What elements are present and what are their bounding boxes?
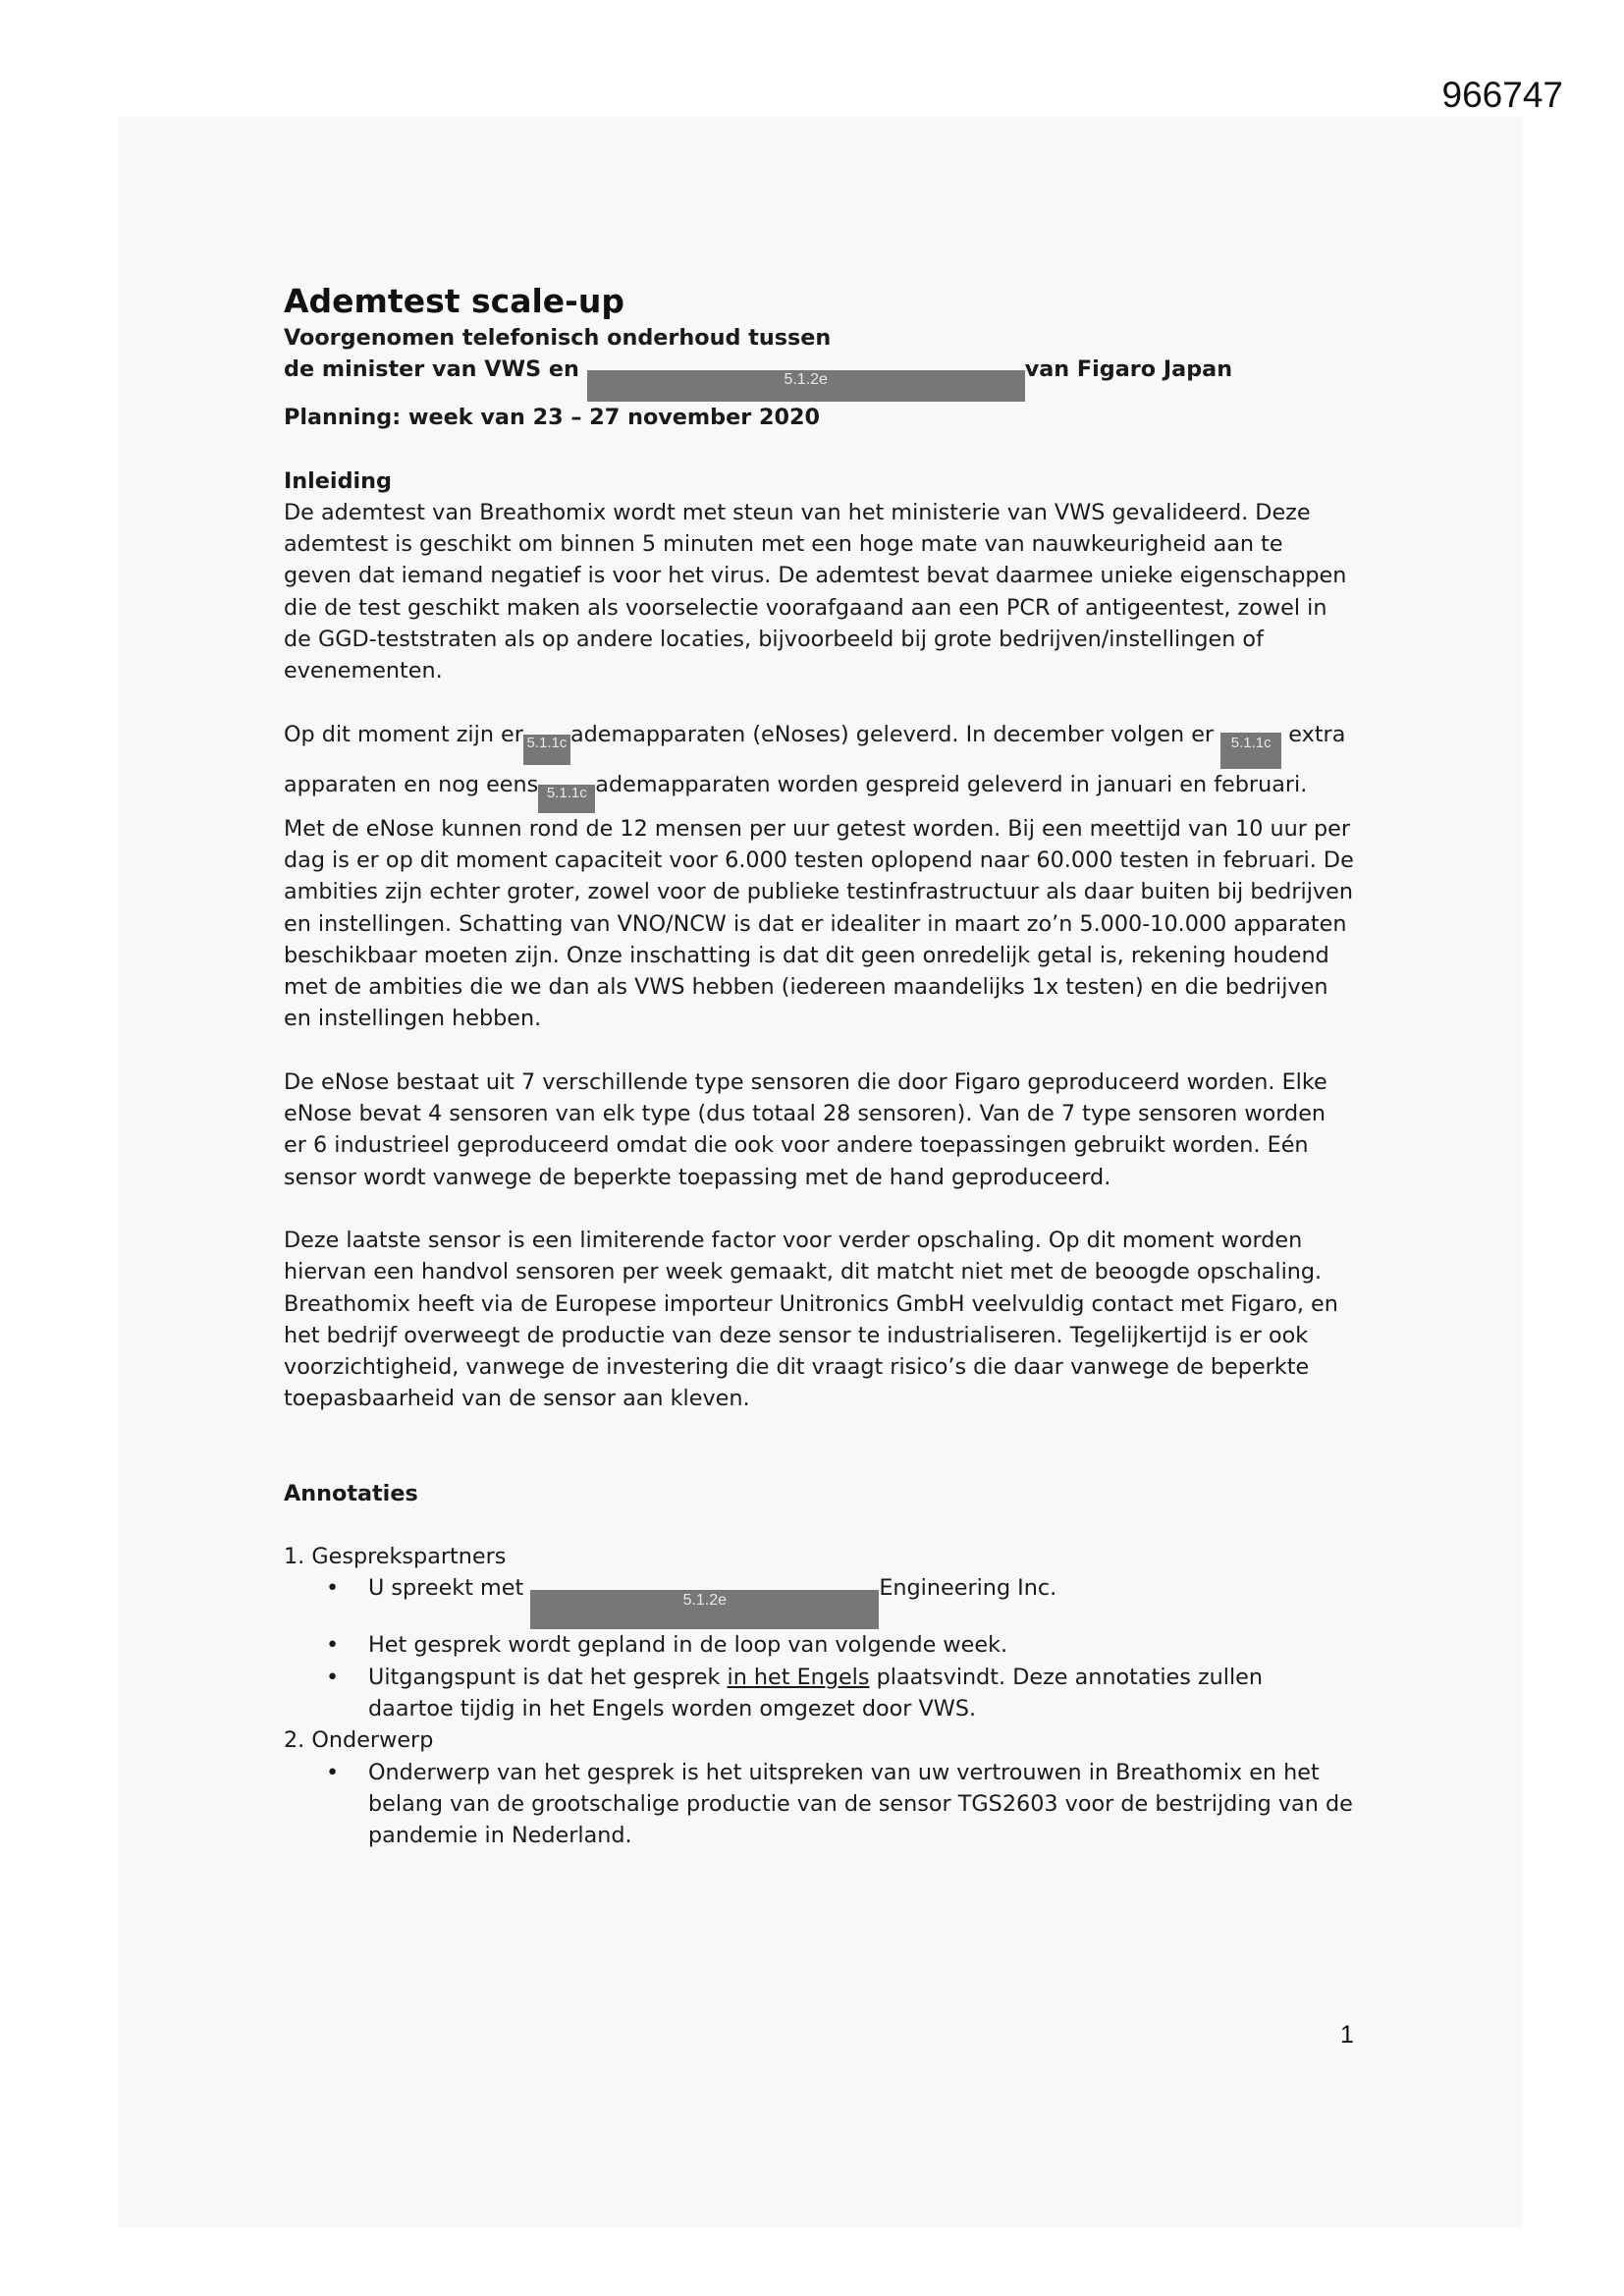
list-item-text-b: plaatsvindt. Deze annotaties zullen daartoe tijdig in het Engels worden omgezet door VWS. — [368, 1664, 1264, 1722]
underlined-text: in het Engels — [727, 1664, 870, 1690]
sensor-paragraph: De eNose bestaat uit 7 verschillende type sensoren die door Figaro geproduceerd worden. Elke eNose bevat 4 sensoren van elk type (dus totaal 28 sensoren). Van de 7 type sensoren worden er 6 industrieel geproduceerd omdat die ook voor andere toepassingen gebruikt worden. Eén sensor wordt vanwege de beperkte toepassing met de hand geproduceerd. — [284, 1068, 1327, 1190]
section-gesprekspartners — [284, 1541, 1354, 1724]
redaction-box: 5.1.1c — [538, 785, 595, 813]
list-item-text: Onderwerp van het gesprek is het uitspreken van uw vertrouwen in Breathomix en het belang van de grootschalige productie van de sensor TGS2603 voor de bestrijding van de pandemie in Nederland. — [368, 1759, 1353, 1849]
list-item — [326, 1629, 1354, 1661]
intro-paragraph: De ademtest van Breathomix wordt met steun van het ministerie van VWS gevalideerd. Deze ademtest is geschikt om binnen 5 minuten met een hoge mate van nauwkeurigheid aan te geven dat iemand negatief is voor het virus. De ademtest bevat daarmee unieke eigenschappen die de test geschikt maken als voorselectie voorafgaand aan een PCR of antigeentest, zowel in de GGD-teststraten als op andere locaties, bijvoorbeeld bij grote bedrijven/instellingen of evenementen. — [284, 499, 1347, 684]
planning-line: Planning: week van 23 – 27 november 2020 — [284, 405, 821, 431]
document-title: Ademtest scale-up — [284, 282, 624, 320]
subtitle-text-a: de minister van VWS en — [284, 356, 579, 383]
bullet-icon: • — [326, 1575, 340, 1602]
redaction-box: 5.1.1c — [1220, 733, 1281, 769]
p2-text-d: ademapparaten worden gespreid geleverd in januari en februari. Met de eNose kunnen rond de 12 mensen per uur getest worden. Bij een meettijd van 10 uur per dag is er op dit moment capaciteit voor 6.000 testen oplopend naar 60.000 testen in februari. De ambities zijn echter groter, zowel voor de publieke testinfrastructuur als daar buiten bij bedrijven en instellingen. Schatting van VNO/NCW is dat er idealiter in maart zo’n 5.000-10.000 apparaten beschikbaar moeten zijn. Onze inschatting is dat dit geen onredelijk getal is, rekening houdend met de ambities die we dan als VWS hebben (iedereen maandelijks 1x testen) en die bedrijven en instellingen hebben. — [284, 771, 1354, 1032]
bullet-icon: • — [326, 1759, 340, 1785]
list-item — [326, 1572, 1354, 1629]
redaction-box: 5.1.2e — [530, 1590, 879, 1629]
capacity-paragraph — [284, 719, 1354, 1035]
subtitle-line-1: Voorgenomen telefonisch onderhoud tussen — [284, 325, 832, 351]
section-title: 2. Onderwerp — [284, 1727, 434, 1754]
section-title: 1. Gesprekspartners — [284, 1544, 507, 1570]
p2-text-c: extra apparaten en nog eens — [284, 721, 1346, 797]
subtitle-text-b: van Figaro Japan — [1024, 356, 1233, 383]
list-item-text-b: Engineering Inc. — [879, 1575, 1057, 1602]
p2-text-b: ademapparaten (eNoses) geleverd. In december volgen er — [569, 721, 1215, 747]
p2-text-a: Op dit moment zijn er — [284, 721, 523, 747]
bullet-icon: • — [326, 1632, 340, 1659]
list-item-text-a: U spreekt met — [368, 1575, 524, 1602]
subtitle-line-2 — [284, 354, 1354, 402]
annotations-list — [284, 1541, 1354, 1851]
list-item-text: Het gesprek wordt gepland in de loop van volgende week. — [368, 1632, 1008, 1659]
document-number: 966747 — [1441, 75, 1563, 115]
annotations-heading: Annotaties — [284, 1480, 418, 1506]
section-onderwerp — [284, 1724, 1354, 1851]
list-item-text-a: Uitgangspunt is dat het gesprek — [368, 1664, 721, 1690]
document-body — [284, 281, 1354, 1851]
list-item — [326, 1757, 1354, 1852]
limiting-factor-paragraph: Deze laatste sensor is een limiterende factor voor verder opschaling. Op dit moment worden hiervan een handvol sensoren per week gemaakt, dit matcht niet met de beoogde opschaling. Breathomix heeft via de Europese importeur Unitronics GmbH veelvuldig contact met Figaro, en het bedrijf overweegt de productie van deze sensor te industrialiseren. Tegelijkertijd is er ook voorzichtigheid, vanwege de investering die dit vraagt risico’s die daar vanwege de beperkte toepasbaarheid van de sensor aan kleven. — [284, 1227, 1338, 1412]
list-item — [326, 1662, 1354, 1725]
page-number: 1 — [1340, 2021, 1354, 2049]
redaction-box: 5.1.2e — [587, 370, 1025, 402]
redaction-box: 5.1.1c — [523, 735, 570, 765]
intro-heading: Inleiding — [284, 467, 393, 494]
bullet-icon: • — [326, 1664, 340, 1690]
